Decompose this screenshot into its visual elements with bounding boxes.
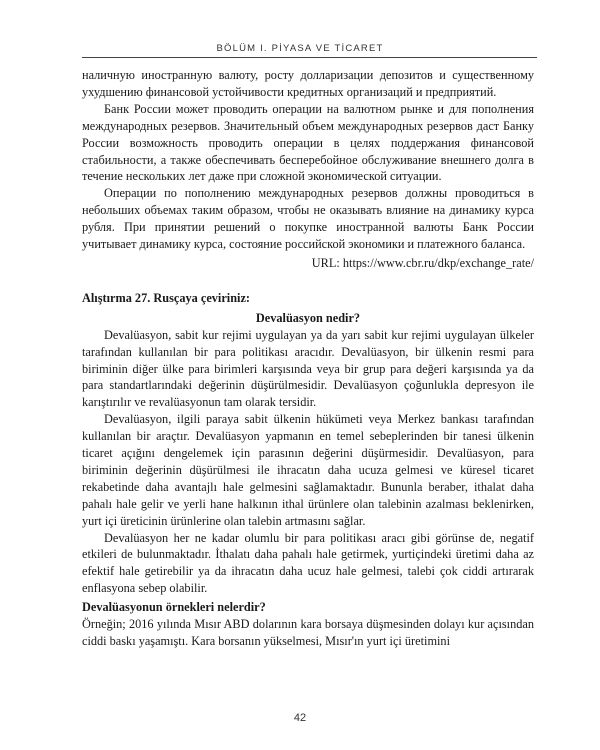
turkish-text: [82, 327, 534, 650]
russian-paragraph-2: Банк России может проводить операции на валютном рынке и для пополнения международных резервов. Значительный объем международных резервов даст Банку России возможность проводить операции в целях поддержания финансовой стабильности, а также обеспечивать бесперебойное обслуживание внешнего долга в течение нескольких лет даже при сложной экономической ситуации.: [82, 101, 534, 184]
russian-paragraph-1: наличную иностранную валюту, росту долларизации депозитов и существенному ухудшению финансовой устойчивости кредитных организаций и предприятий.: [82, 68, 534, 99]
exercise-subtitle: Devalüasyon nedir?: [255, 310, 361, 325]
turkish-paragraph-2: Devalüasyon, ilgili paraya sabit ülkenin hükümeti veya Merkez bankası tarafından kullanılan bir araçtır. Devalüasyon yapmanın en temel sebeplerinden bir tanesi ülkenin ticaret açığını dengelemek için parasının değerini düşürmesidir. Devalüasyon, para biriminin değerinin düşürülmesi ile ihracatın daha ucuza gelmesi ve küresel ticaret rekabetinde daha avantajlı hale gelmesini sağlamaktadır. Bununla beraber, ithalat daha pahalı hale gelir ve yerli hane halkının ithal ürünlere olan talebinin azalması beklenirken, yurt içi üreticinin ürünlerine olan talebin artmasını sağlar.: [82, 412, 534, 528]
section-title: Devalüasyonun örnekleri nelerdir?: [82, 600, 266, 615]
page-body: [82, 67, 534, 650]
header-rule: [82, 57, 537, 58]
russian-paragraph-3: Операции по пополнению международных резервов должны проводиться в небольших объемах таким образом, чтобы не оказывать влияние на динамику курса рубля. При принятии решений о покупке иностранной валюты Банк России учитывает динамику курса, состояние российской экономики и платежного баланса.: [82, 186, 534, 252]
source-url: URL: https://www.cbr.ru/dkp/exchange_rate/: [311, 255, 534, 270]
section-paragraph: Örneğin; 2016 yılında Mısır ABD dolarının kara borsaya düşmesinden dolayı kur açısından ciddi baskı yaşamıştı. Kara borsanın yükselmesi, Mısır'ın yurt içi üretimini: [82, 617, 534, 648]
exercise-title: Alıştırma 27. Rusçaya çeviriniz:: [82, 290, 251, 305]
turkish-paragraph-1: Devalüasyon, sabit kur rejimi uygulayan ya da yarı sabit kur rejimi uygulayan ülkeler tarafından kullanılan bir para politikası aracıdır. Devalüasyon, bir ülkenin resmi para biriminin diğer ülke para birimleri karşısında veya bir grup para değeri karşısında ya da para standartlarındaki değerinin düşürülmesidir. Devalüasyon çoğunlukla depresyon ile karıştırılır ve revalüasyonun tam olarak tersidir.: [82, 327, 534, 410]
russian-source-text: [82, 67, 534, 272]
page-number: 42: [293, 712, 307, 724]
turkish-paragraph-3: Devalüasyon her ne kadar olumlu bir para politikası aracı gibi görünse de, negatif etkileri de bulunmaktadır. İthalatı daha pahalı hale getirmek, yurtiçindeki üretimi daha az efektif hale getirebilir ya da ihracatın daha ucuz hale gelmesi, talebi çok ciddi artırarak enflasyona sebep olabilir.: [82, 530, 534, 596]
running-header: BÖLÜM I. PİYASA VE TİCARET: [216, 43, 384, 54]
